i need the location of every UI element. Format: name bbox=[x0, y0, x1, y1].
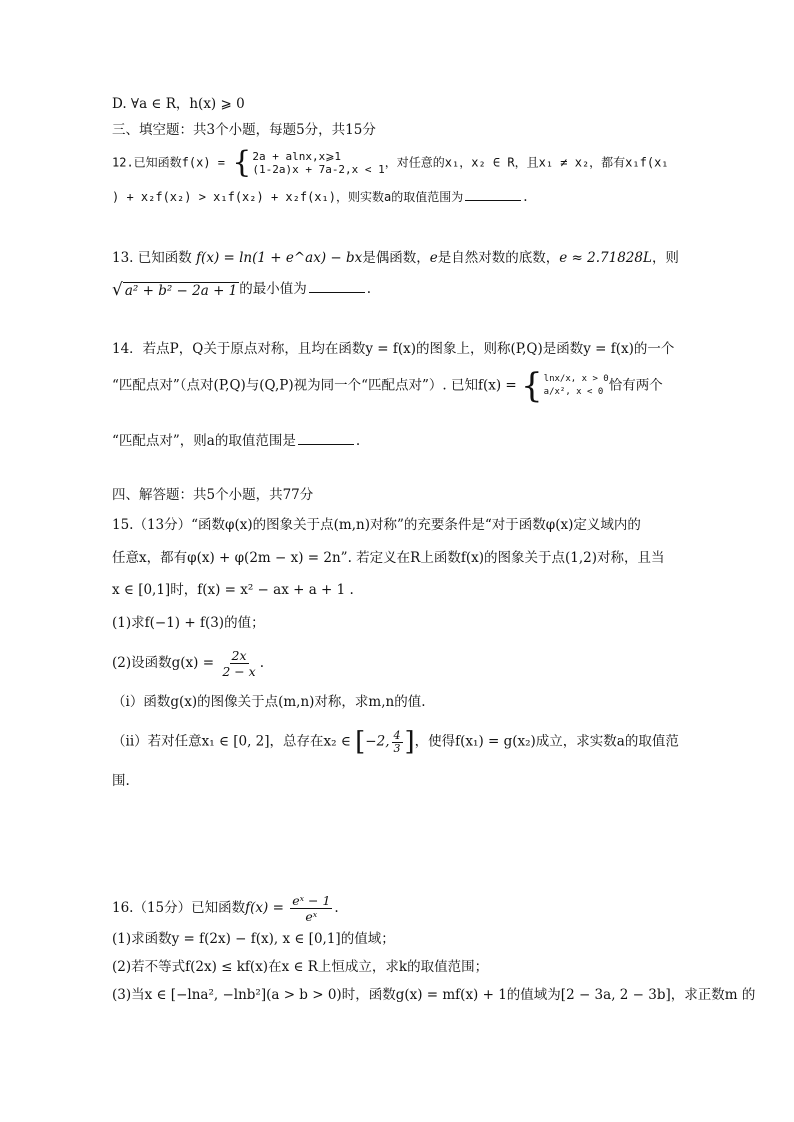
question-14-line-1: 14．若点P，Q关于原点对称，且均在函数y = f(x)的图象上，则称(P,Q)是函数y = f(x)的一个 bbox=[112, 341, 675, 357]
question-12-line-1: 12.已知函数f(x) = { 2a + alnx,x⩾1 (1-2a)x + 7a-2,x < 1 ，对任意的x₁，x₂ ∈ R，且x₁ ≠ x₂，都有x₁f(x₁ bbox=[112, 145, 669, 180]
question-16-part-3: (3)当x ∈ [−lna², −lnb²](a > b > 0)时，函数g(x) = mf(x) + 1的值域为[2 − 3a, 2 − 3b]，求正数m 的 bbox=[112, 987, 756, 1003]
option-d: D. ∀a ∈ R，h(x) ⩾ 0 bbox=[112, 96, 245, 112]
piecewise-case-1: lnx/x, x > 0 bbox=[543, 374, 609, 384]
question-15-part-2: (2)设函数g(x) = $\frac{2x}{2 - x}$ . bbox=[112, 648, 265, 679]
answer-blank[interactable] bbox=[465, 188, 521, 201]
piecewise-case-2: a/x², x < 0 bbox=[543, 387, 604, 397]
question-16-line-1: 16.（15分）已知函数f(x) = $\frac{\text{eˣ − 1}}{\text{eˣ}}$ . bbox=[112, 893, 339, 924]
question-15-line-2: 任意x，都有φ(x) + φ(2m − x) = 2n”. 若定义在R上函数f(x)的图象关于点(1,2)对称，且当 bbox=[112, 550, 665, 566]
question-16-part-2: (2)若不等式f(2x) ≤ kf(x)在x ∈ R上恒成立，求k的取值范围； bbox=[112, 959, 489, 975]
sqrt-expression: √ a² + b² − 2a + 1 bbox=[112, 279, 238, 300]
fraction: $\frac{4}{3}$ bbox=[393, 728, 401, 755]
question-16-part-1: (1)求函数y = f(2x) − f(x), x ∈ [0,1]的值域； bbox=[112, 931, 395, 947]
answer-blank[interactable] bbox=[309, 280, 365, 293]
question-15-line-3: x ∈ [0,1]时，f(x) = x² − ax + a + 1 . bbox=[112, 582, 354, 598]
fraction: $\frac{\text{eˣ − 1}}{\text{eˣ}}$ bbox=[292, 893, 331, 924]
section-fill-in-heading: 三、填空题：共3个小题，每题5分，共15分 bbox=[112, 122, 376, 138]
question-14-line-3: “匹配点对”，则a的取值范围是 . bbox=[112, 433, 361, 449]
fraction: $\frac{2x}{2 - x}$ bbox=[222, 648, 256, 679]
question-14-line-2: “匹配点对”（点对(P,Q)与(Q,P)视为同一个“匹配点对”）. 已知f(x) = { lnx/x, x > 0 a/x², x < 0 恰有两个 bbox=[112, 366, 663, 406]
question-15-sub-ii-line-2: 围. bbox=[112, 773, 130, 789]
question-13-line-2: √ a² + b² − 2a + 1 的最小值为 . bbox=[112, 279, 372, 300]
question-15-line-1: 15.（13分）“函数φ(x)的图象关于点(m,n)对称”的充要条件是“对于函数φ(x)定义域内的 bbox=[112, 517, 641, 533]
question-15-sub-i: （i）函数g(x)的图像关于点(m,n)对称，求m,n的值. bbox=[112, 694, 426, 710]
function-expression: f(x) = ln(1 + e^ax) − bx bbox=[196, 250, 363, 266]
answer-blank[interactable] bbox=[298, 432, 354, 445]
piecewise-case-2: (1-2a)x + 7a-2,x < 1 bbox=[252, 163, 385, 176]
question-13-line-1: 13. 已知函数 f(x) = ln(1 + e^ax) − bx是偶函数，e是自然对数的底数，e ≈ 2.71828L，则 bbox=[112, 250, 679, 266]
question-15-part-1: (1)求f(−1) + f(3)的值； bbox=[112, 615, 265, 631]
piecewise-case-1: 2a + alnx,x⩾1 bbox=[252, 150, 342, 163]
question-15-sub-ii: （ii）若对任意x₁ ∈ [0, 2]，总存在x₂ ∈ [−2, $\frac{4}{3}$ ]，使得f(x₁) = g(x₂)成立，求实数a的取值范 bbox=[112, 727, 679, 757]
question-12-line-2: ) + x₂f(x₂) > x₁f(x₂) + x₂f(x₁)，则实数a的取值范围为 . bbox=[112, 189, 528, 205]
section-answer-heading: 四、解答题：共5个小题，共77分 bbox=[112, 487, 314, 503]
